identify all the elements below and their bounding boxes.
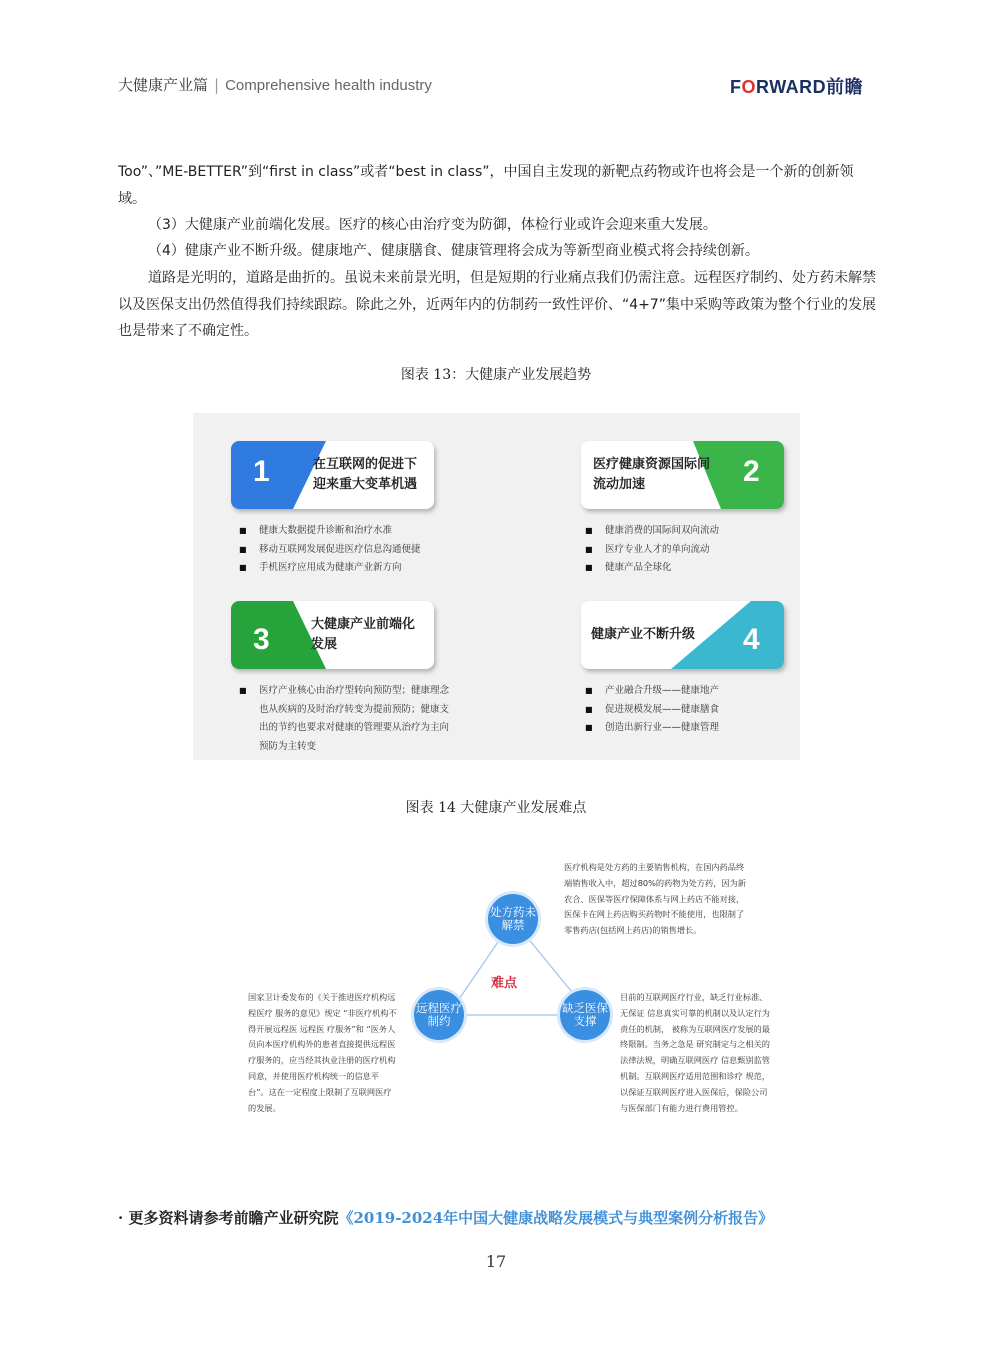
header-separator: | [214, 76, 220, 94]
paragraph-2: （3）大健康产业前端化发展。医疗的核心由治疗变为防御，体检行业或许会迎来重大发展。 [148, 217, 717, 233]
card-1-number: 1 [253, 455, 270, 488]
note-right: 目前的互联网医疗行业，缺乏行业标准、无保证 信息真实可靠的机制以及认定行为责任的机制， 被称为互联网医疗发展的最终限制。当务之急是 研究制定与之相关的法律法规，明确互联网医疗 信息甄别监管机制。互联网医疗适用范围和诊疗 规范，以保证互联网医疗进入医保后，保险公司 与医保部门有能力进行费用管控。 [620, 992, 770, 1113]
node-telemedicine: 远程医疗制约 [414, 990, 464, 1040]
figure-13-diagram [193, 413, 800, 760]
trend-card-3 [231, 601, 434, 669]
card-4-bullet: ■ 创造出新行业——健康管理 [585, 719, 785, 738]
card-4-title: 健康产业不断升级 [591, 627, 696, 642]
footer-prefix: · 更多资料请参考前瞻产业研究院 [118, 1209, 339, 1227]
card-2-bullet: ■ 健康消费的国际间双向流动 [585, 522, 785, 541]
paragraph-4: 道路是光明的，道路是曲折的。虽说未来前景光明，但是短期的行业痛点我们仍需注意。远程医疗制约、处方药未解禁以及医保支出仍然值得我们持续跟踪。除此之外，近两年内的仿制药一致性评价、“4+7”集中采购等政策为整个行业的发展也是带来了不确定性。 [118, 270, 877, 339]
logo-suffix: RWARD前瞻 [756, 77, 864, 97]
page-number: 17 [485, 1252, 507, 1271]
figure-14-caption: 图表 14 大健康产业发展难点 [405, 800, 587, 816]
card-2-bullet: ■ 医疗专业人才的单向流动 [585, 541, 785, 560]
figure-13-caption: 图表 13：大健康产业发展趋势 [400, 367, 592, 383]
card-3-bullets [239, 682, 449, 756]
note-left: 国家卫计委发布的《关于推进医疗机构远程医疗 服务的意见》规定 “非医疗机构不得开展远程医 远程医 疗服务”和 “医务人员向本医疗机构外的患者直接提供远程医疗服务的，应当经其执业注册的医疗机构同意，并使用医疗机构统一的信息平 台”。这在一定程度上限制了互联网医疗的发展。 [248, 992, 397, 1113]
paragraph-1: Too”、”ME-BETTER”到“first in class”或者“best in class”，中国自主发现的新靶点药物或许也将会是一个新的创新领域。 [118, 164, 854, 207]
figure-14-diagram [208, 840, 783, 1130]
node-prescription-drug: 处方药未解禁 [488, 894, 538, 944]
forward-logo [730, 73, 863, 99]
card-2-number: 2 [743, 455, 760, 488]
logo-o: O [741, 77, 757, 97]
card-2-bullets [585, 522, 785, 578]
logo-prefix: F [730, 77, 742, 97]
trend-card-4 [581, 601, 784, 669]
card-4-bullets [585, 682, 785, 738]
card-1-bullet: ■ 手机医疗应用成为健康产业新方向 [239, 559, 469, 578]
card-3-bullet: ■ 医疗产业核心由治疗型转向预防型；健康理念也从疾病的及时治疗转变为提前预防；健康支出的节约也要求对健康的管理要从治疗为主向预防为主转变 [239, 682, 449, 756]
note-top: 医疗机构是处方药的主要销售机构，在国内药品终端销售收入中，超过80%的药物为处方药，因为新农合、医保等医疗保障体系与网上药店不能对接，医保卡在网上药店购买药物时不能使用，也限制了零售药店(包括网上药店)的销售增长。 [564, 862, 746, 936]
node-medical-insurance: 缺乏医保支撑 [560, 990, 610, 1040]
card-1-title: 在互联网的促进下迎来重大变革机遇 [313, 457, 418, 492]
card-2-title: 医疗健康资源国际间流动加速 [593, 457, 711, 492]
card-4-bullet: ■ 产业融合升级——健康地产 [585, 682, 785, 701]
card-4-bullet: ■ 促进规模发展——健康膳食 [585, 701, 785, 720]
card-2-bullet: ■ 健康产品全球化 [585, 559, 785, 578]
card-1-bullet: ■ 健康大数据提升诊断和治疗水准 [239, 522, 469, 541]
card-3-title: 大健康产业前端化发展 [311, 617, 416, 652]
paragraph-3: （4）健康产业不断升级。健康地产、健康膳食、健康管理将会成为等新型商业模式将会持续创新。 [148, 243, 759, 259]
running-header [118, 74, 432, 95]
card-3-number: 3 [253, 623, 270, 656]
reference-footer [118, 1207, 773, 1228]
card-1-bullets [239, 522, 469, 578]
card-1-bullet: ■ 移动互联网发展促进医疗信息沟通便捷 [239, 541, 469, 560]
trend-card-1 [231, 441, 434, 509]
report-link[interactable]: 《2019-2024年中国大健康战略发展模式与典型案例分析报告》 [338, 1209, 774, 1227]
header-section-en: Comprehensive health industry [225, 77, 432, 94]
trend-card-2 [581, 441, 784, 509]
header-section-cn: 大健康产业篇 [118, 76, 209, 94]
card-4-number: 4 [743, 623, 760, 656]
center-label: 难点 [491, 976, 518, 991]
